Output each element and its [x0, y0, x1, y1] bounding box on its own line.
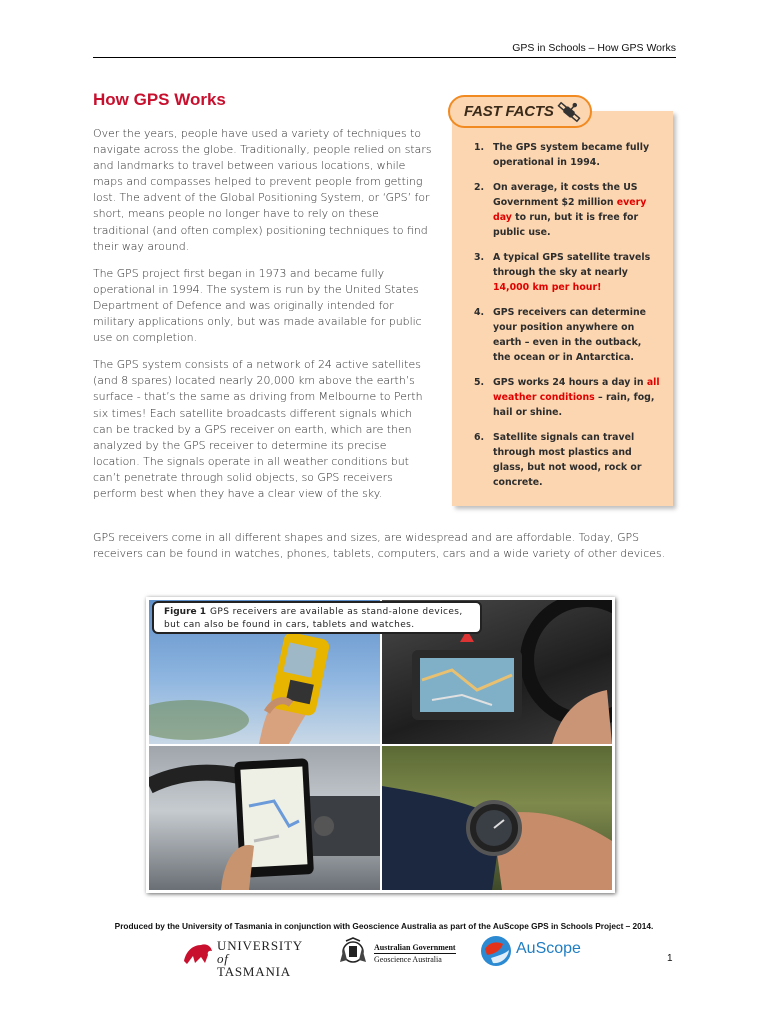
- running-header: [93, 42, 676, 58]
- receivers-paragraph: GPS receivers come in all different shapes and sizes, are widespread and are affordable. Today, GPS receivers can be found in watches, phones, tablets, computers, cars and a wide variety of other devices.: [93, 531, 666, 561]
- intro-column: [93, 126, 433, 513]
- fast-fact-number: 5.: [474, 377, 485, 388]
- fast-fact-highlight: all weather conditions: [493, 377, 660, 403]
- fast-fact-text: The GPS system became fully operational in 1994.: [493, 142, 650, 168]
- fast-fact-text: A typical GPS satellite travels through the sky at nearly: [493, 252, 651, 278]
- tasmanian-lion-icon: [181, 937, 215, 967]
- fast-fact-text-end: – rain, fog, hail or shine.: [493, 392, 655, 418]
- fast-fact-text: Satellite signals can travel through most plastics and glass, but not wood, rock or concrete.: [493, 432, 642, 488]
- utas-line-2: TASMANIA: [217, 964, 291, 979]
- fast-fact-text: GPS receivers can determine your position anywhere on earth – even in the outback, the ocean or in Antarctica.: [493, 307, 646, 363]
- utas-line-1: UNIVERSITY: [217, 938, 303, 953]
- coat-of-arms-icon: [336, 936, 370, 968]
- fast-facts-list: [474, 140, 660, 500]
- footer-credit: Produced by the University of Tasmania in conjunction with Geoscience Australia as part of the AuScope GPS in Schools Project – 2014.: [114, 921, 654, 931]
- auscope-globe-icon: [479, 934, 513, 968]
- fast-facts-tab: [448, 95, 592, 128]
- fast-fact-number: 2.: [474, 182, 485, 193]
- geoscience-australia-logo: [336, 936, 456, 970]
- fast-fact-highlight: every day: [493, 197, 647, 223]
- fast-fact-item: [474, 250, 660, 295]
- fast-fact-number: 4.: [474, 307, 485, 318]
- fast-fact-item: [474, 140, 660, 170]
- page-number: 1: [667, 953, 673, 964]
- ga-line-1: Australian Government: [374, 943, 456, 952]
- gps-watch-photo: [382, 746, 612, 890]
- fast-fact-item: [474, 180, 660, 240]
- fast-fact-highlight: 14,000 km per hour!: [493, 282, 602, 293]
- figure-caption: [152, 601, 482, 634]
- figure-label: Figure 1: [164, 607, 207, 617]
- intro-paragraph-2: The GPS project first began in 1973 and became fully operational in 1994. The system is run by the United States Department of Defence and was originally intended for military applications only, but was made available for public use on completion.: [93, 266, 422, 345]
- fast-fact-text: On average, it costs the US Government $2 million: [493, 182, 638, 208]
- fast-facts-heading: FAST FACTS: [464, 103, 554, 120]
- ga-line-2: Geoscience Australia: [374, 955, 442, 964]
- tablet-map-photo: [149, 746, 380, 890]
- intro-paragraph-1: Over the years, people have used a variety of techniques to navigate across the globe. Traditionally, people relied on stars and landmarks to travel between various locations, while maps and compasses helped to prevent people from getting lost. The advent of the Global Positioning System, or ‘GPS’ for short, means people no longer have to rely on these traditional (and often complex) positioning techniques to find their way around.: [93, 127, 432, 253]
- university-of-tasmania-logo: [181, 937, 311, 979]
- figure-caption-text: GPS receivers are available as stand-alone devices, but can also be found in cars, tablets and watches.: [164, 607, 463, 630]
- satellite-icon: [556, 99, 582, 125]
- fast-fact-item: [474, 305, 660, 365]
- intro-paragraph-3: The GPS system consists of a network of 24 active satellites (and 8 spares) located nearly 20,000 km above the earth’s surface - that’s the same as driving from Melbourne to Perth six times! Each satellite broadcasts different signals which can be tracked by a GPS receiver on earth, which are then analyzed by the GPS receiver to determine its precise location. The signals operate in all weather conditions but can’t penetrate through solid objects, so GPS receivers perform best when they have a clear view of the sky.: [93, 358, 423, 500]
- fast-fact-item: [474, 375, 660, 420]
- figure-1: [146, 597, 615, 893]
- page-title: How GPS Works: [93, 90, 226, 109]
- auscope-logo: [479, 934, 589, 968]
- running-header-title: GPS in Schools – How GPS Works: [512, 42, 676, 54]
- auscope-wordmark: AuScope: [516, 940, 581, 957]
- fast-fact-text: GPS works 24 hours a day in: [493, 377, 647, 388]
- fast-fact-number: 1.: [474, 142, 485, 153]
- utas-of: of: [217, 951, 229, 966]
- fast-fact-number: 6.: [474, 432, 485, 443]
- fast-fact-number: 3.: [474, 252, 485, 263]
- fast-fact-text-end: to run, but it is free for public use.: [493, 212, 639, 238]
- fast-fact-item: [474, 430, 660, 490]
